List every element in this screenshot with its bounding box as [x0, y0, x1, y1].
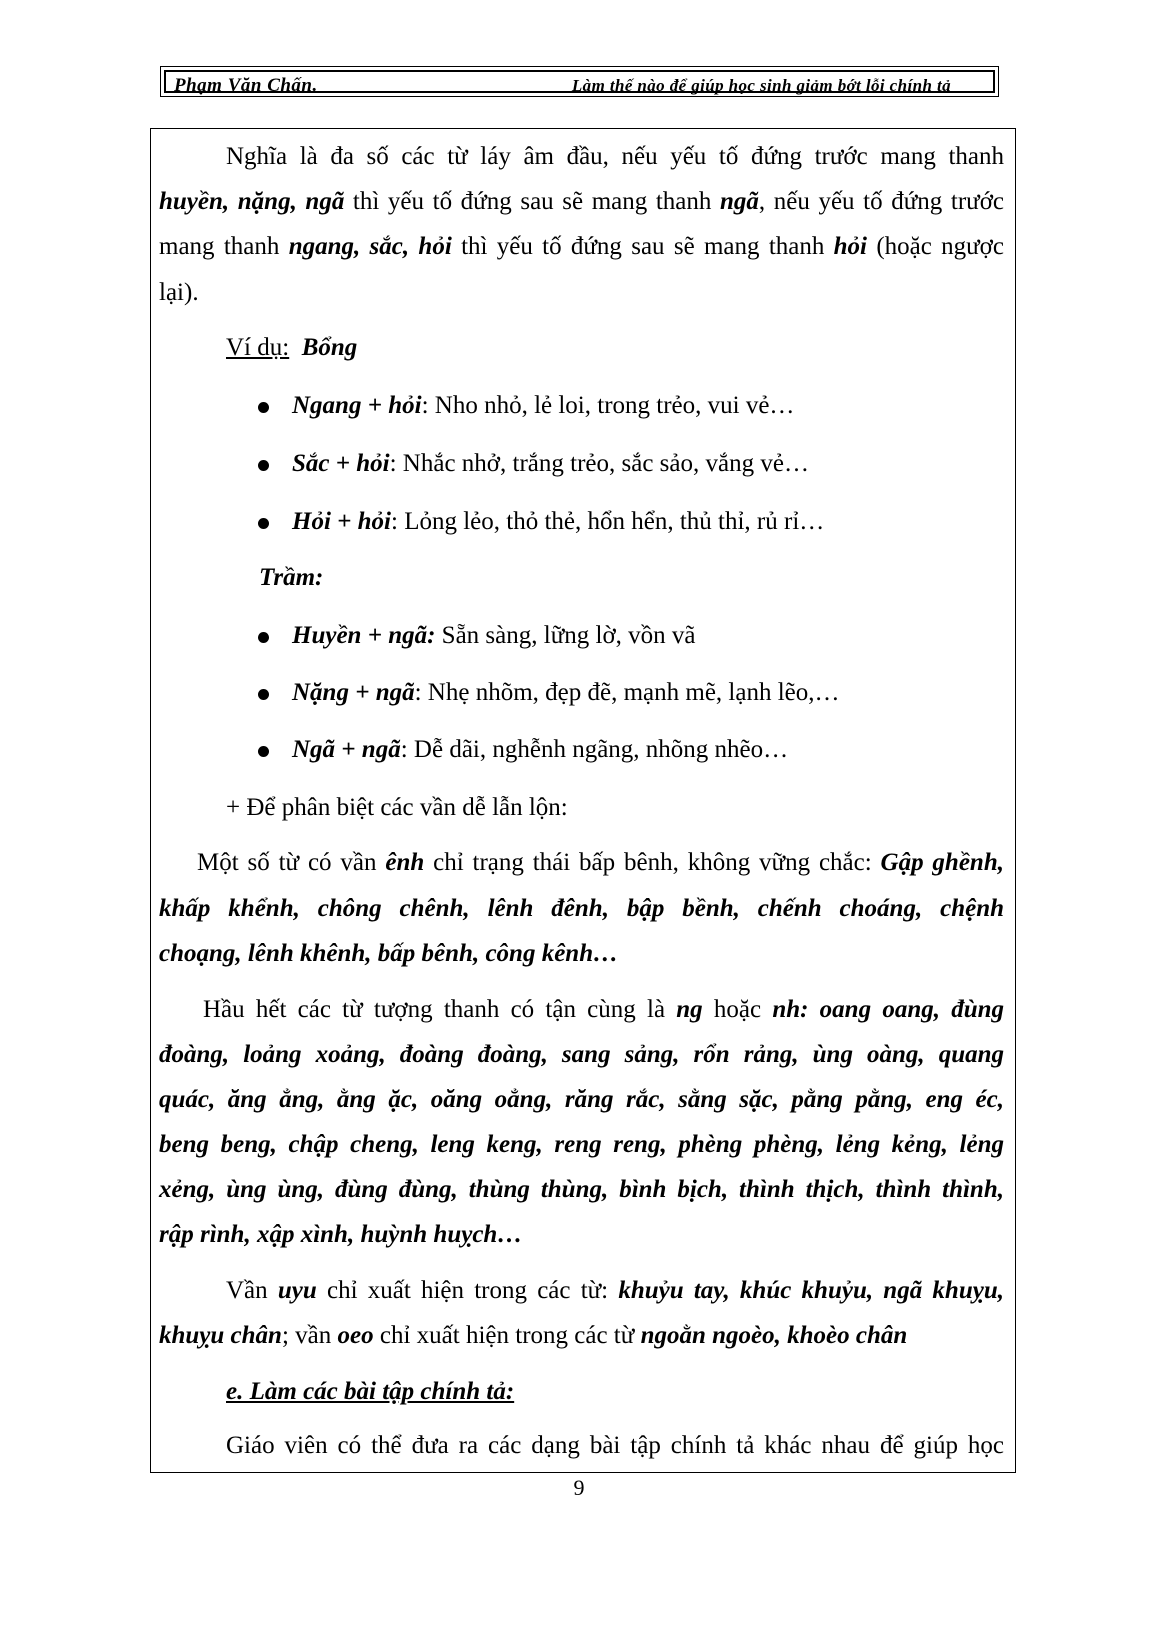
oeo-rhyme: oeo: [337, 1322, 374, 1349]
list-item: [292, 736, 788, 764]
list-item-term: Sắc + hỏi: [292, 450, 390, 477]
list-item-text: : Nho nhỏ, lẻ loi, trong trẻo, vui vẻ…: [421, 392, 795, 419]
list-item: [292, 508, 824, 536]
ng-examples-1: nh: oang oang, đùng: [772, 996, 1005, 1023]
intro-line-3: [159, 233, 1004, 261]
intro-tones-1: huyền, nặng, ngã: [159, 188, 345, 215]
page-number: 9: [573, 1475, 585, 1500]
intro-text-3b: thì yếu tố đứng sau sẽ mang thanh: [451, 233, 834, 260]
example-group-bong: Bổng: [301, 334, 358, 361]
intro-line-1-text: Nghĩa là đa số các từ láy âm đầu, nếu yếu tố đứng trước mang thanh: [226, 143, 1004, 170]
header-author: Phạm Văn Chấn.: [174, 75, 318, 96]
intro-line-4: lại).: [159, 279, 199, 306]
oeo-examples: ngoằn ngoèo, khoèo chân: [640, 1322, 908, 1349]
example-label: Ví dụ:: [226, 334, 290, 361]
intro-text-3c: (hoặc ngược: [867, 233, 1004, 260]
rhyme-heading: + Để phân biệt các vần dễ lẫn lộn:: [226, 794, 568, 821]
ng-text-1b: hoặc: [702, 996, 773, 1023]
uyu-examples-2: khuỵu chân: [159, 1322, 282, 1349]
ng-line-5: xẻng, ùng ùng, đùng đùng, thùng thùng, bình bịch, thình thịch, thình thình,: [159, 1176, 1004, 1203]
example-heading: [226, 334, 357, 362]
ng-text-1a: Hầu hết các từ tượng thanh có tận cùng là: [203, 996, 677, 1023]
list-item-text: Sẵn sàng, lững lờ, vồn vã: [435, 622, 696, 649]
enh-line-1: [197, 849, 1004, 877]
uyu-text-1a: Vần: [226, 1277, 278, 1304]
bullet-dot: [258, 460, 269, 471]
ng-line-2: đoàng, loảng xoảng, đoàng đoàng, sang sảng, rổn rảng, ùng oàng, quang: [159, 1041, 1004, 1068]
intro-text-2a: thì yếu tố đứng sau sẽ mang thanh: [344, 188, 720, 215]
enh-line-2: khấp khểnh, chông chênh, lênh đênh, bập bềnh, chếnh choáng, chệnh: [159, 895, 1004, 922]
uyu-text-2b: chỉ xuất hiện trong các từ: [373, 1322, 641, 1349]
list-item-text: : Lỏng lẻo, thỏ thẻ, hổn hển, thủ thỉ, rủ rỉ…: [391, 508, 825, 535]
uyu-text-2a: ; vần: [281, 1322, 338, 1349]
page-header: [160, 66, 999, 97]
list-item: [292, 622, 696, 650]
list-item: [292, 450, 809, 478]
tram-heading: Trầm:: [259, 564, 324, 591]
last-line: Giáo viên có thể đưa ra các dạng bài tập chính tả khác nhau để giúp học: [226, 1432, 1004, 1459]
uyu-line-2: [159, 1322, 907, 1350]
uyu-examples-1: khuỷu tay, khúc khuỷu, ngã khuỵu,: [618, 1277, 1004, 1304]
bullet-dot: [258, 518, 269, 529]
bullet-dot: [258, 746, 269, 757]
list-item: [292, 679, 840, 707]
list-item-term: Nặng + ngã: [292, 679, 415, 706]
list-item-text: : Dễ dãi, nghễnh ngãng, nhõng nhẽo…: [400, 736, 789, 763]
enh-text-1b: chỉ trạng thái bấp bênh, không vững chắc:: [424, 849, 881, 876]
ng-line-6: rập rình, xập xình, huỳnh huỵch…: [159, 1221, 523, 1248]
ng-line-3: quác, ăng ẳng, ằng ặc, oăng oẳng, răng rắc, sằng sặc, pằng pằng, eng éc,: [159, 1086, 1004, 1113]
enh-examples-1: Gập ghềnh,: [880, 849, 1004, 876]
uyu-rhyme: uyu: [277, 1277, 317, 1304]
enh-text-1a: Một số từ có vần: [197, 849, 386, 876]
bullet-dot: [258, 402, 269, 413]
uyu-line-1: [226, 1277, 1004, 1305]
intro-text-3a: mang thanh: [159, 233, 289, 260]
list-item-term: Huyền + ngã:: [292, 622, 436, 649]
ng-line-1: [203, 996, 1004, 1024]
list-item-text: : Nhắc nhở, trắng trẻo, sắc sảo, vắng vẻ…: [389, 450, 809, 477]
intro-line-2: [159, 188, 1004, 216]
list-item-text: : Nhẹ nhõm, đẹp đẽ, mạnh mẽ, lạnh lẽo,…: [414, 679, 840, 706]
page-header-inner-frame: [164, 70, 995, 96]
uyu-text-1b: chỉ xuất hiện trong các từ:: [316, 1277, 619, 1304]
bullet-dot: [258, 632, 269, 643]
enh-line-3: choạng, lênh khênh, bấp bênh, công kênh…: [159, 940, 619, 967]
list-item: [292, 392, 794, 420]
bullet-dot: [258, 689, 269, 700]
intro-text-2b: , nếu yếu tố đứng trước: [758, 188, 1005, 215]
list-item-term: Hỏi + hỏi: [292, 508, 391, 535]
section-e-heading: e. Làm các bài tập chính tả:: [226, 1378, 515, 1405]
list-item-term: Ngang + hỏi: [292, 392, 422, 419]
list-item-term: Ngã + ngã: [292, 736, 401, 763]
header-title: Làm thế nào để giúp học sinh giảm bớt lỗi chính tả: [571, 76, 951, 95]
intro-tones-2: ngang, sắc, hỏi: [288, 233, 452, 260]
intro-tone-nga: ngã: [720, 188, 759, 215]
enh-rhyme: ênh: [385, 849, 425, 876]
ng-line-4: beng beng, chập cheng, leng keng, reng reng, phèng phèng, lẻng kẻng, lẻng: [159, 1131, 1004, 1158]
intro-tone-hoi: hỏi: [833, 233, 868, 260]
intro-line-1: [226, 143, 1004, 171]
ng-ending: ng: [676, 996, 703, 1023]
